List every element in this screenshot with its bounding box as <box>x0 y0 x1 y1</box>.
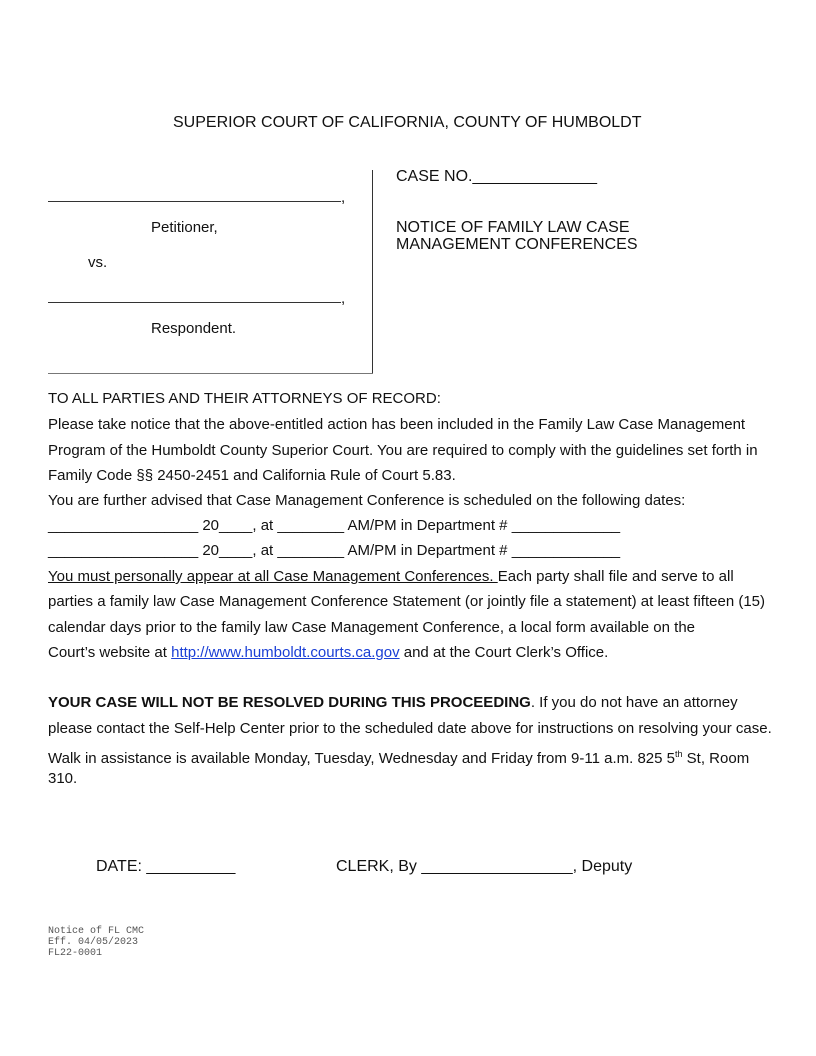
court-website-link[interactable]: http://www.humboldt.courts.ca.gov <box>171 644 400 661</box>
date-field: DATE: __________ <box>96 858 236 875</box>
appear-notice: You must personally appear at all Case Management Conferences. <box>48 568 498 585</box>
comma: , <box>341 189 346 206</box>
form-title-1: NOTICE OF FAMILY LAW CASE <box>396 219 630 236</box>
body-line <box>48 745 749 768</box>
clerk-field: CLERK, By _________________, Deputy <box>336 858 633 875</box>
footer-line: FL22-0001 <box>48 948 103 959</box>
body-line: You are further advised that Case Management Conference is scheduled on the following dates: <box>48 492 686 509</box>
caption-bottom-line <box>48 373 373 374</box>
footer-line: Notice of FL CMC <box>48 926 145 937</box>
date-line-2: __________________ 20____, at ________ AM/PM in Department # _____________ <box>48 542 621 559</box>
body-line: Please take notice that the above-entitled action has been included in the Family Law Case Management <box>48 416 746 433</box>
caption-divider <box>372 170 373 374</box>
body-text: . If you do not have an attorney <box>530 694 738 711</box>
body-text: Each party shall file and serve to all <box>497 568 734 585</box>
body-text: Walk in assistance is available Monday, Tuesday, Wednesday and Friday from 9-11 a.m. 825 5 <box>48 750 675 767</box>
body-text: and at the Court Clerk’s Office. <box>399 644 609 661</box>
vs-label: vs. <box>88 254 108 271</box>
superscript: th <box>674 749 683 759</box>
footer-line: Eff. 04/05/2023 <box>48 937 139 948</box>
form-title-2: MANAGEMENT CONFERENCES <box>396 236 638 253</box>
body-line: please contact the Self-Help Center prior to the scheduled date above for instructions on resolving your case. <box>48 720 772 737</box>
body-line: Program of the Humboldt County Superior Court. You are required to comply with the guidelines set forth in <box>48 442 758 459</box>
body-text: Court’s website at <box>48 644 172 661</box>
body-line: calendar days prior to the family law Case Management Conference, a local form available on the <box>48 619 696 636</box>
respondent-label: Respondent. <box>151 320 237 337</box>
body-line: Family Code §§ 2450-2451 and California Rule of Court 5.83. <box>48 467 456 484</box>
body-line: TO ALL PARTIES AND THEIR ATTORNEYS OF RECORD: <box>48 390 441 407</box>
court-title: SUPERIOR COURT OF CALIFORNIA, COUNTY OF HUMBOLDT <box>173 114 642 131</box>
case-number: CASE NO.______________ <box>396 168 598 185</box>
warning-text: YOUR CASE WILL NOT BE RESOLVED DURING THIS PROCEEDING <box>48 694 531 711</box>
date-line-1: __________________ 20____, at ________ AM/PM in Department # _____________ <box>48 517 621 534</box>
petitioner-line <box>48 201 341 202</box>
body-line <box>48 644 608 662</box>
body-line: parties a family law Case Management Conference Statement (or jointly file a statement) at least fifteen (15) <box>48 593 766 610</box>
respondent-line <box>48 302 341 303</box>
petitioner-label: Petitioner, <box>151 219 218 236</box>
body-text: St, Room <box>682 750 750 767</box>
body-line <box>48 568 734 586</box>
body-line: 310. <box>48 770 78 787</box>
body-line <box>48 694 738 712</box>
comma: , <box>341 290 346 307</box>
